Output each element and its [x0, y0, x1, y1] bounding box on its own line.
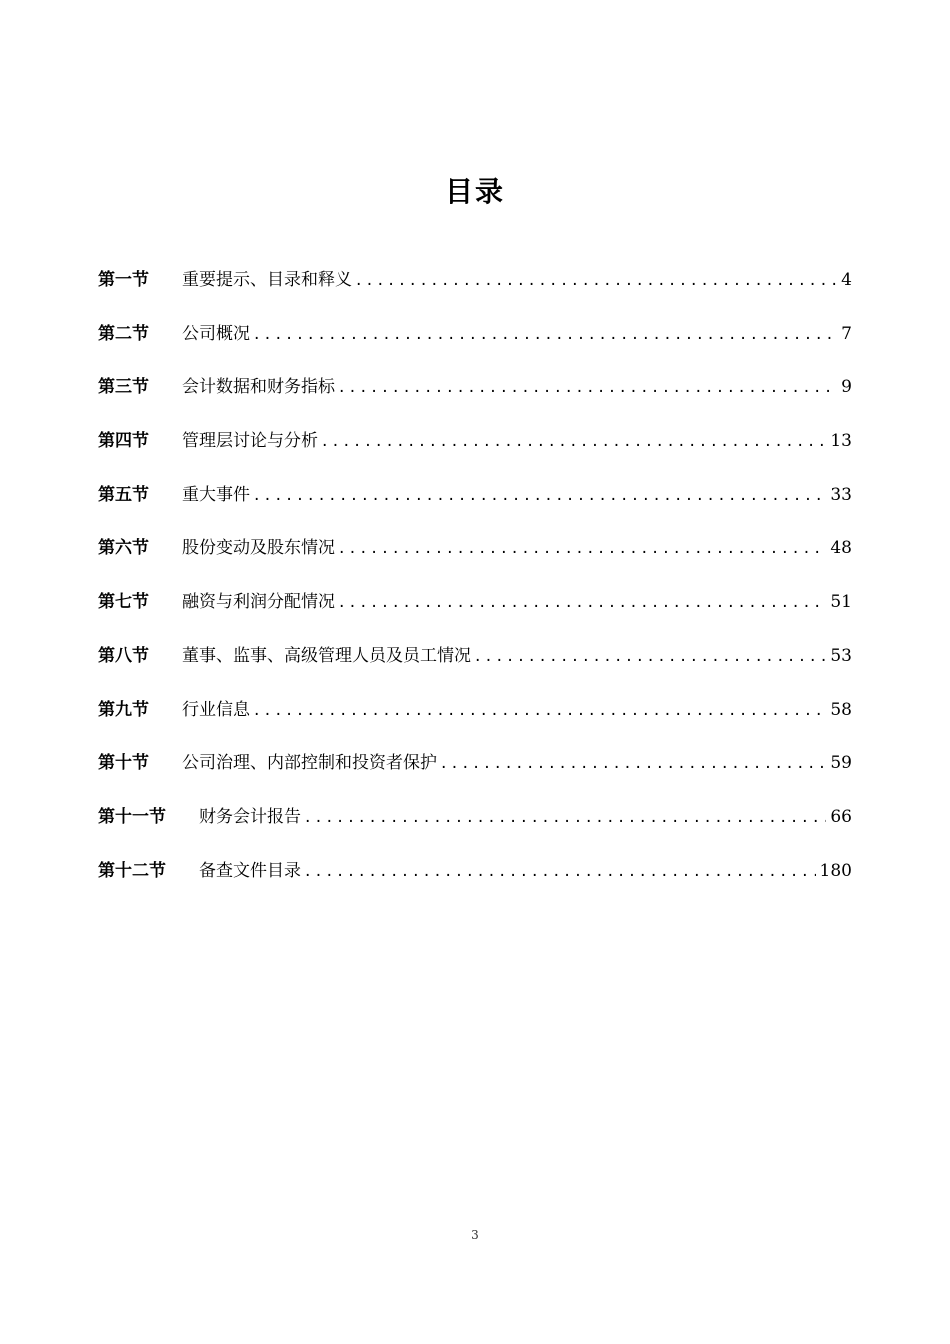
toc-section-number: 第十二节 [98, 860, 166, 881]
toc-entry[interactable] [98, 856, 852, 910]
toc-section-title: 会计数据和财务指标 [182, 377, 335, 398]
toc-entry[interactable] [98, 695, 852, 749]
toc-section-title: 公司治理、内部控制和投资者保护 [182, 753, 437, 774]
toc-entry[interactable] [98, 372, 852, 426]
toc-page-number: 59 [830, 753, 852, 774]
toc-entry[interactable] [98, 587, 852, 641]
toc-section-title: 行业信息 [182, 699, 250, 720]
toc-entry[interactable] [98, 426, 852, 480]
toc-section-title: 公司概况 [182, 323, 250, 344]
toc-section-title: 财务会计报告 [199, 806, 301, 827]
toc-dot-leader [475, 646, 826, 666]
toc-dot-leader [322, 431, 826, 451]
toc-section-number: 第三节 [98, 377, 149, 398]
toc-page-number: 4 [841, 270, 852, 290]
toc-section-number: 第十一节 [98, 806, 166, 827]
toc-section-number: 第十节 [98, 753, 149, 774]
toc-section-number: 第九节 [98, 699, 149, 720]
toc-page-number: 51 [830, 592, 852, 613]
toc-entry[interactable] [98, 641, 852, 695]
toc-section-title: 重大事件 [182, 484, 250, 505]
toc-dot-leader [339, 377, 837, 397]
toc-entry[interactable] [98, 319, 852, 373]
toc-dot-leader [254, 324, 837, 344]
toc-dot-leader [254, 485, 826, 505]
toc-section-number: 第七节 [98, 592, 149, 613]
toc-page-number: 13 [830, 431, 852, 452]
toc-entry[interactable] [98, 533, 852, 587]
toc-dot-leader [339, 592, 826, 612]
toc-dot-leader [254, 700, 826, 720]
footer-page-number: 3 [471, 1228, 479, 1242]
toc-page-number: 58 [830, 699, 852, 720]
toc-page-number: 33 [830, 484, 852, 505]
toc-section-number: 第五节 [98, 484, 149, 505]
toc-dot-leader [305, 807, 826, 827]
toc-page-number: 7 [841, 323, 852, 344]
toc-section-number: 第八节 [98, 645, 149, 666]
toc-section-title: 重要提示、目录和释义 [182, 270, 352, 290]
toc-page-number: 9 [841, 377, 852, 398]
toc-dot-leader [305, 861, 816, 881]
toc-page-number: 48 [830, 538, 852, 559]
toc-dot-leader [339, 538, 826, 558]
toc-section-title: 董事、监事、高级管理人员及员工情况 [182, 645, 471, 666]
toc-section-title: 备查文件目录 [199, 860, 301, 881]
toc-section-title: 融资与利润分配情况 [182, 592, 335, 613]
toc-section-number: 第四节 [98, 431, 149, 452]
toc-entry[interactable] [98, 748, 852, 802]
toc-entry[interactable] [98, 802, 852, 856]
toc-page-number: 53 [830, 645, 852, 666]
toc-section-number: 第一节 [98, 270, 149, 290]
toc-page-number: 180 [819, 860, 852, 881]
toc-entry[interactable] [98, 480, 852, 534]
toc-entry[interactable] [98, 265, 852, 319]
toc-section-number: 第二节 [98, 323, 149, 344]
toc-section-number: 第六节 [98, 538, 149, 559]
toc-section-title: 股份变动及股东情况 [182, 538, 335, 559]
toc-page-number: 66 [830, 806, 852, 827]
page-title: 目录 [444, 175, 505, 208]
table-of-contents [98, 265, 852, 909]
toc-section-title: 管理层讨论与分析 [182, 431, 318, 452]
toc-dot-leader [441, 753, 826, 773]
toc-dot-leader [356, 270, 837, 290]
